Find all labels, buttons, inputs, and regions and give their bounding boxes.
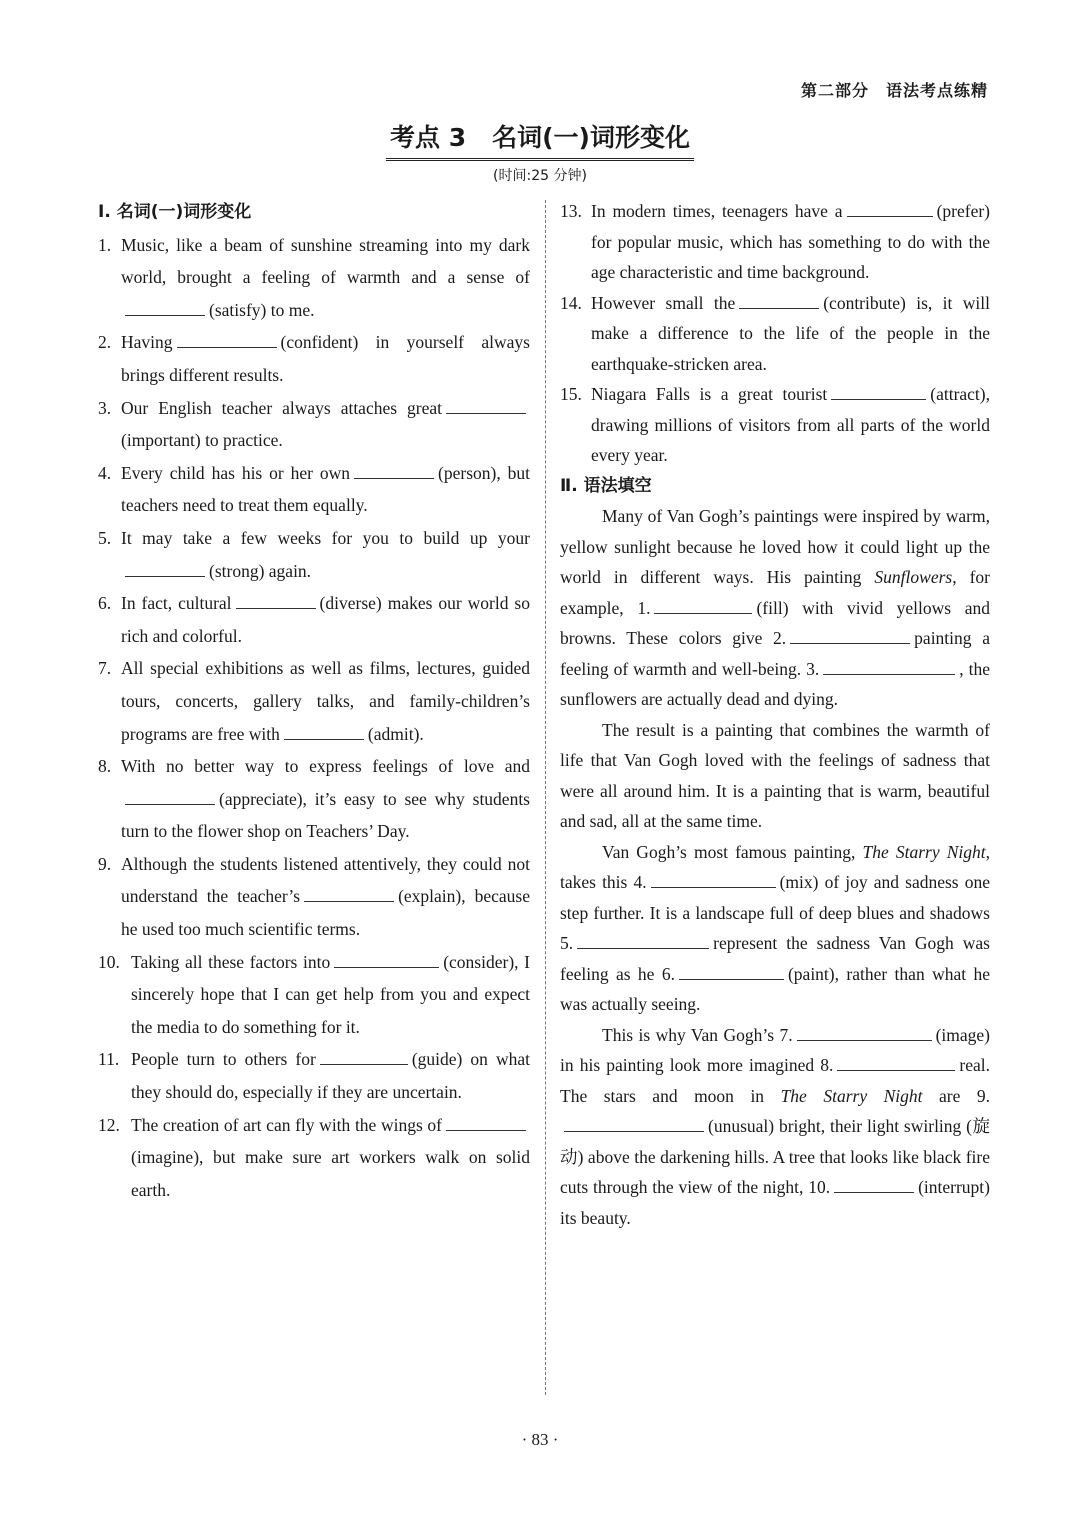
left-column: [98, 196, 530, 1206]
answer-blank-2[interactable]: [790, 626, 910, 645]
question-text: The creation of art can fly with the wings of: [131, 1114, 442, 1135]
passage-text: , for example, 1.: [560, 567, 991, 618]
question-number: 10.: [98, 951, 120, 972]
question-number: 6.: [98, 593, 112, 614]
question-text: Niagara Falls is a great tourist: [591, 384, 828, 404]
question-1: [98, 229, 530, 327]
question-text: However small the: [591, 292, 736, 313]
question-number: 14.: [560, 292, 582, 313]
passage-paragraph-3: [560, 837, 990, 1020]
question-13: [560, 196, 990, 288]
answer-blank[interactable]: [236, 591, 316, 610]
column-divider: [545, 200, 546, 1395]
question-hint: (consider), I sincerely hope that I can get help from you and expect the media to do something for it.: [131, 951, 530, 1037]
passage-text: real. The stars and moon in: [560, 1055, 990, 1106]
answer-blank[interactable]: [320, 1047, 408, 1066]
page-number: · 83 ·: [521, 1430, 559, 1449]
question-hint: (strong) again.: [209, 560, 312, 581]
painting-title: The Starry Night: [780, 1085, 923, 1106]
question-number: 5.: [98, 527, 112, 548]
passage-text: This is why Van Gogh’s 7.: [602, 1024, 793, 1045]
question-text: Every child has his or her own: [121, 462, 351, 483]
question-hint: (satisfy) to me.: [209, 299, 315, 320]
passage-text: (unusual) bright, their light swirling (旋动) above the darkening hills. A tree that looks like black fire cuts through the view of the night, 10.: [560, 1116, 990, 1197]
answer-blank-4[interactable]: [651, 870, 776, 889]
question-8: [98, 750, 530, 848]
answer-blank-6[interactable]: [679, 961, 784, 980]
answer-blank[interactable]: [446, 395, 526, 414]
question-text: In modern times, teenagers have a: [591, 201, 843, 221]
answer-blank[interactable]: [125, 297, 205, 316]
question-text: People turn to others for: [131, 1049, 316, 1070]
question-number: 11.: [98, 1049, 120, 1070]
question-text: In fact, cultural: [121, 593, 232, 614]
answer-blank-5[interactable]: [577, 931, 709, 950]
time-note: (时间:25 分钟): [493, 168, 587, 184]
question-hint: (confident) in yourself always brings different results.: [121, 332, 530, 385]
passage-text: Many of Van Gogh’s paintings were inspired by warm, yellow sunlight because he loved how it could light up the world in different ways. His painting: [560, 506, 990, 587]
passage-text: represent the sadness Van Gogh was feeling as he 6.: [560, 933, 990, 984]
answer-blank-7[interactable]: [797, 1022, 932, 1041]
question-5: [98, 522, 530, 587]
answer-blank[interactable]: [125, 558, 205, 577]
question-number: 1.: [98, 234, 112, 255]
passage-text: Van Gogh’s most famous painting,: [602, 841, 856, 862]
passage-text: , takes this 4.: [560, 841, 990, 892]
question-text: With no better way to express feelings of love and: [121, 756, 530, 777]
question-number: 13.: [560, 201, 582, 221]
question-12: [98, 1109, 530, 1207]
answer-blank-10[interactable]: [834, 1175, 914, 1194]
answer-blank[interactable]: [125, 786, 215, 805]
question-hint: (person), but teachers need to treat them equally.: [121, 462, 530, 516]
answer-blank-1[interactable]: [654, 595, 752, 614]
question-number: 8.: [98, 756, 112, 777]
right-column: [560, 196, 990, 1233]
answer-blank[interactable]: [847, 199, 933, 218]
answer-blank[interactable]: [446, 1112, 526, 1131]
answer-blank[interactable]: [177, 330, 277, 349]
question-9: [98, 848, 530, 946]
question-14: [560, 288, 990, 380]
question-number: 4.: [98, 462, 112, 483]
passage-paragraph-1: [560, 501, 990, 715]
answer-blank[interactable]: [354, 460, 434, 479]
question-hint: (diverse) makes our world so rich and colorful.: [121, 593, 530, 646]
question-hint: (explain), because he used too much scientific terms.: [121, 886, 531, 940]
passage-text: (mix) of joy and sadness one step further. It is a landscape full of deep blues and shadows 5.: [560, 872, 990, 953]
passage-text: are 9.: [939, 1085, 991, 1106]
question-hint: (attract), drawing millions of visitors from all parts of the world every year.: [591, 384, 990, 465]
question-number: 12.: [98, 1114, 120, 1135]
question-number: 3.: [98, 397, 112, 418]
painting-title: The Starry Night: [862, 841, 986, 862]
question-text: Music, like a beam of sunshine streaming into my dark world, brought a feeling of warmth and a sense of: [121, 234, 530, 288]
answer-blank[interactable]: [334, 949, 439, 968]
passage-text: , the sunflowers are actually dead and dying.: [560, 658, 990, 709]
question-number: 15.: [560, 384, 582, 404]
title-part1: 考点 3: [390, 123, 467, 152]
question-text: All special exhibitions as well as films, lectures, guided tours, concerts, gallery talks, and family-children’s programs are free with: [121, 658, 530, 744]
passage-text: painting a feeling of warmth and well-being. 3.: [560, 628, 990, 679]
question-2: [98, 326, 530, 391]
passage-text: (interrupt) its beauty.: [560, 1177, 990, 1228]
passage-paragraph-4: [560, 1020, 990, 1234]
question-3: [98, 392, 530, 457]
title-part2: 名词(一)词形变化: [492, 123, 690, 152]
question-number: 7.: [98, 658, 112, 679]
section1-heading: Ⅰ. 名词(一)词形变化: [98, 202, 252, 222]
question-hint: (prefer) for popular music, which has something to do with the age characteristic and time background.: [591, 201, 990, 282]
answer-blank-9[interactable]: [564, 1114, 704, 1133]
question-text: Although the students listened attentively, they could not understand the teacher’s: [121, 853, 530, 907]
passage-paragraph-2: The result is a painting that combines the warmth of life that Van Gogh loved with the feelings of sadness that were all around him. It is a painting that is warm, beautiful and sad, all at the same time.: [560, 719, 990, 831]
passage-text: (fill) with vivid yellows and browns. These colors give 2.: [560, 597, 990, 648]
answer-blank-3[interactable]: [823, 656, 955, 675]
page-title: [0, 118, 1080, 161]
running-header: 第二部分 语法考点练精: [800, 81, 988, 100]
question-hint: (contribute) is, it will make a difference to the life of the people in the earthquake-stricken area.: [591, 292, 990, 374]
painting-title: Sunflowers: [874, 567, 953, 587]
question-text: It may take a few weeks for you to build up your: [121, 527, 530, 548]
question-hint: (important) to practice.: [121, 430, 283, 451]
passage-text: (paint), rather than what he was actually seeing.: [560, 963, 990, 1014]
question-11: [98, 1043, 530, 1108]
question-hint: (admit).: [367, 723, 424, 744]
question-hint: (appreciate), it’s easy to see why students turn to the flower shop on Teachers’ Day.: [121, 788, 530, 842]
passage-text: (image) in his painting look more imagined 8.: [560, 1024, 990, 1075]
answer-blank-8[interactable]: [837, 1053, 955, 1072]
section2-heading: Ⅱ. 语法填空: [560, 475, 652, 496]
question-text: Having: [121, 332, 173, 353]
answer-blank[interactable]: [304, 884, 394, 903]
question-text: Taking all these factors into: [131, 951, 331, 972]
question-number: 2.: [98, 332, 112, 353]
answer-blank[interactable]: [739, 290, 819, 309]
question-number: 9.: [98, 853, 112, 874]
question-text: Our English teacher always attaches great: [121, 397, 442, 418]
question-6: [98, 587, 530, 652]
question-7: [98, 652, 530, 750]
question-10: [98, 946, 530, 1044]
question-15: [560, 379, 990, 471]
answer-blank[interactable]: [284, 721, 364, 740]
question-hint: (imagine), but make sure art workers walk on solid earth.: [131, 1147, 530, 1200]
answer-blank[interactable]: [831, 382, 926, 401]
question-hint: (guide) on what they should do, especially if they are uncertain.: [131, 1049, 530, 1103]
question-4: [98, 457, 530, 522]
